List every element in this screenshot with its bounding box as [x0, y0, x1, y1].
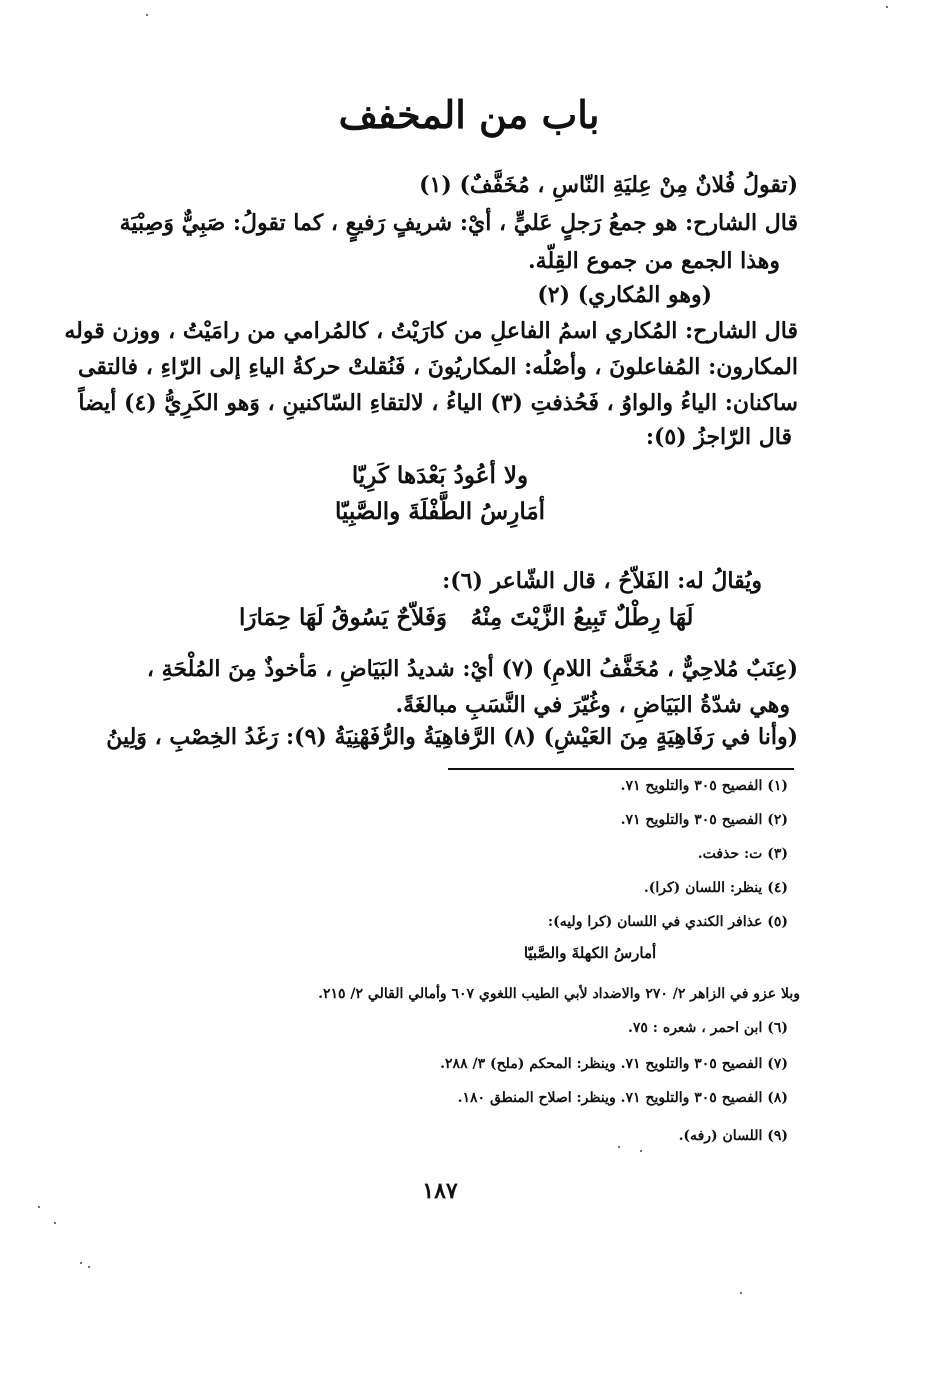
- verse-2-hemistich-2: وَفَلاّحٌ يَسُوقُ لَهَا حِمَارَا: [239, 604, 447, 631]
- footnote-9: (٩) اللسان (رفه).: [678, 1128, 788, 1144]
- footnote-6: (٦) ابن احمر ، شعره : ٧٥.: [628, 1020, 788, 1036]
- body-line-7: ساكنان: الياءُ والواوُ ، فَحُذفتِ (٣) الياءُ ، لالتقاءِ السّاكنينِ ، وَهو الكَرِيُّ (٤) أيضاً: [78, 390, 798, 416]
- footnote-5: (٥) عذافر الكندي في اللسان (كرا وليه):: [547, 914, 788, 930]
- body-line-6: المكارون: المُفاعلونَ ، وأصْلُه: المكاريُونَ ، فَنُقلتْ حركةُ الياءِ إلى الرّاءِ ، فالتقى: [78, 354, 798, 380]
- scan-speck: [886, 6, 888, 8]
- footnote-separator: [448, 768, 794, 770]
- scan-speck: [88, 1266, 90, 1268]
- footnote-8: (٨) الفصيح ٣٠٥ والتلويح ٧١. وينظر: اصلاح المنطق ١٨٠.: [457, 1090, 788, 1106]
- footnote-5-verse: أمارسُ الكهلةَ والصَّبيّا: [523, 944, 657, 962]
- chapter-title: باب من المخفف: [338, 92, 600, 137]
- body-line-8: قال الرّاجزُ (٥):: [645, 424, 792, 450]
- scan-speck: [740, 1292, 742, 1294]
- body-line-2: قال الشارح: هو جمعُ رَجلٍ عَليٍّ ، أيْ: شريفٍ رَفيعٍ ، كما تقولُ: صَبِيٌّ وَصِبْيَة: [119, 210, 798, 236]
- body-line-1: (تقولُ فُلانٌ مِنْ عِليَةِ النّاسِ ، مُخَفَّفٌ) (١): [419, 172, 798, 198]
- footnote-5-continuation: وبلا عزو في الزاهر ٢/ ٢٧٠ والاضداد لأبي الطيب اللغوي ٦٠٧ وأمالي القالي ٢/ ٢١٥.: [318, 986, 800, 1002]
- body-line-5: قال الشارح: المُكاري اسمُ الفاعلِ من كارَيْتُ ، كالمُرامي من رامَيْتُ ، ووزن قوله: [64, 318, 798, 344]
- verse-1-line-2: أمَارِسُ الطَّفْلَةَ والصَّبِيّا: [334, 498, 546, 525]
- scan-speck: [54, 1222, 56, 1224]
- body-line-9: ويُقالُ له: الفَلاّحُ ، قال الشّاعر (٦):: [442, 568, 762, 594]
- verse-2-hemistich-1: لَهَا رِطْلٌ تَبِيعُ الزَّيْتَ مِنْهُ: [470, 604, 694, 631]
- scan-speck: [38, 1206, 40, 1208]
- footnote-3: (٣) ت: حذفت.: [697, 846, 788, 862]
- body-line-10: (عِنَبٌ مُلاحِيٌّ ، مُخَفَّفُ اللامِ) (٧) أيْ: شديدُ البَيَاضِ ، مَأخوذٌ مِنَ المُلْحَةِ ،: [146, 656, 798, 682]
- page-number: ١٨٧: [422, 1178, 458, 1204]
- body-line-12: (وأنا في رَفَاهِيَةٍ مِنَ العَيْشِ) (٨) الرَّفاهِيَةُ والرُّفَهْنِيَةُ (٩): رَغَدُ الخِصْبِ ، وَلِينُ: [106, 724, 798, 750]
- footnote-1: (١) الفصيح ٣٠٥ والتلويح ٧١.: [620, 778, 788, 794]
- body-line-11: وهي شدّةُ البَيَاضِ ، وغُيّرَ في النَّسَبِ مبالغَةً.: [395, 692, 790, 718]
- scan-speck: [146, 14, 148, 16]
- body-line-3: وهذا الجمع من جموع القِلّة.: [528, 248, 780, 274]
- scan-speck: [618, 1146, 620, 1148]
- footnote-4: (٤) ينظر: اللسان (كرا).: [643, 880, 788, 896]
- body-line-4: (وهو المُكاري) (٢): [537, 282, 712, 308]
- verse-1-line-1: ولا أعُودُ بَعْدَها كَرِيّا: [351, 462, 529, 489]
- footnote-2: (٢) الفصيح ٣٠٥ والتلويح ٧١.: [620, 812, 788, 828]
- scan-speck: [640, 1150, 642, 1152]
- footnote-7: (٧) الفصيح ٣٠٥ والتلويح ٧١. وينظر: المحكم (ملح) ٣/ ٢٨٨.: [440, 1056, 788, 1072]
- scan-speck: [80, 1262, 82, 1264]
